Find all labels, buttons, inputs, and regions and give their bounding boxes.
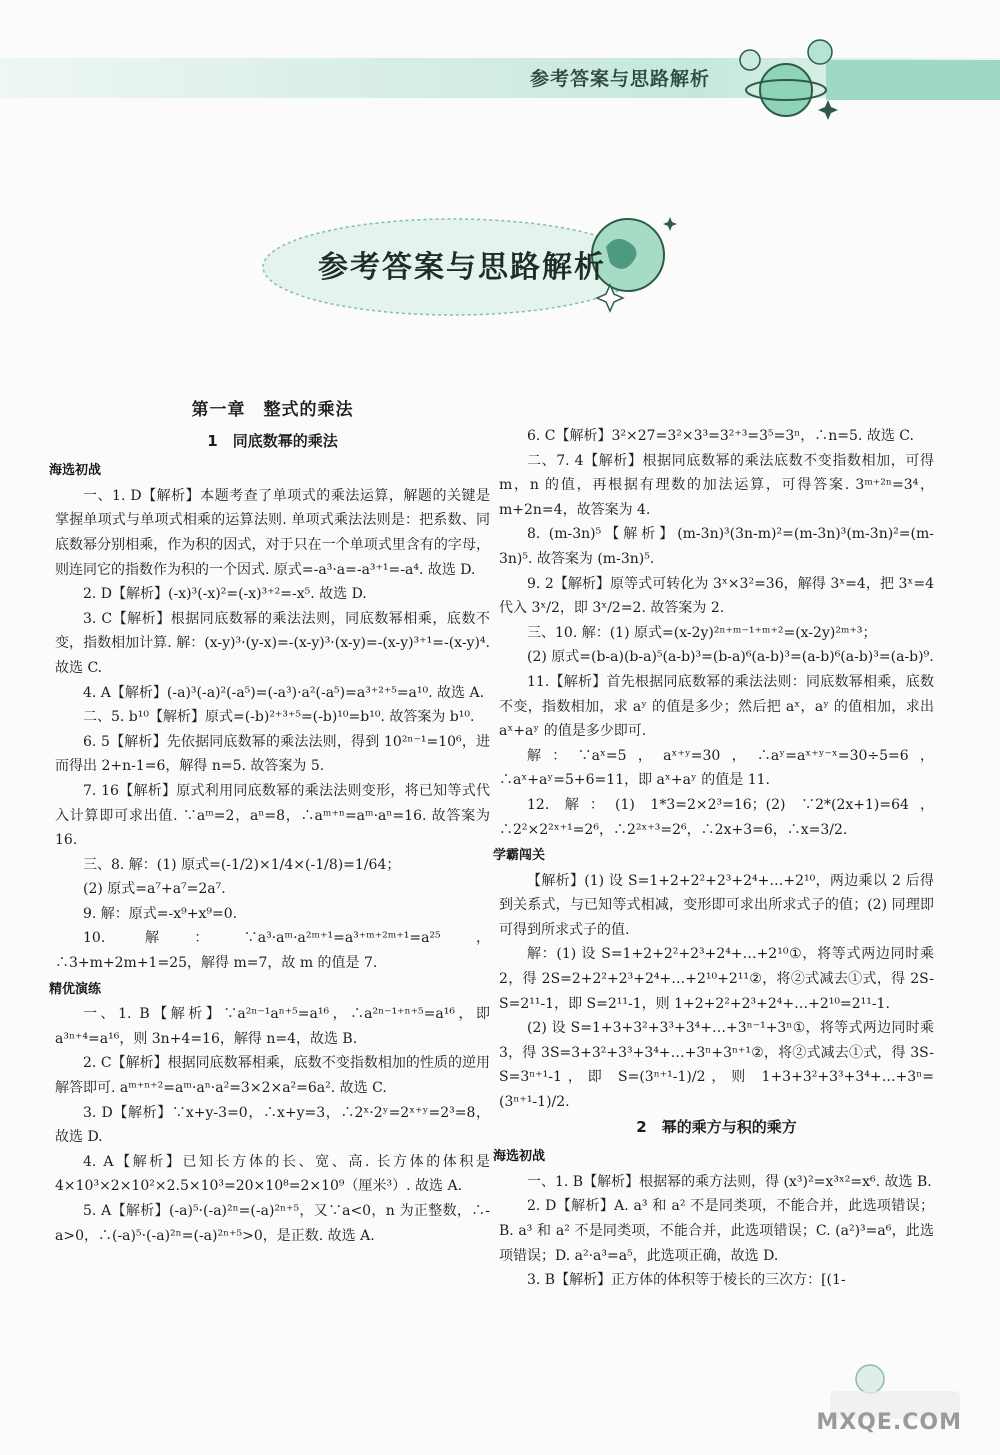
answer-paragraph: 2. C【解析】根据同底数幂相乘，底数不变指数相加的性质的逆用解答即可. aᵐ⁺ⁿ⁺²=aᵐ·aⁿ·a²=3×2×a²=6a². 故选 C. (55, 1055, 490, 1097)
answer-paragraph: (2) 原式=(b-a)(b-a)⁵(a-b)³=(b-a)⁶(a-b)³=(a-b)⁶(a-b)³=(a-b)⁹. (527, 649, 934, 666)
banner-title: 参考答案与思路解析 (318, 250, 606, 285)
answer-paragraph: 8. (m-3n)⁵【解析】(m-3n)³(3n-m)²=(m-3n)³(m-3n)²=(m-3n)⁵. 故答案为 (m-3n)⁵. (499, 526, 934, 567)
answer-paragraph: (2) 设 S=1+3+3²+3³+3⁴+…+3ⁿ⁻¹+3ⁿ①，将等式两边同时乘 3，得 3S=3+3²+3³+3⁴+…+3ⁿ+3ⁿ⁺¹②，将②式减去①式，得 3S-S=3ⁿ⁺¹-1，即 S=(3ⁿ⁺¹-1)/2，则 1+3+3²+3³+3⁴+…+3ⁿ=(3ⁿ⁺¹-1)/2. (499, 1020, 934, 1111)
answer-paragraph: 7. 16【解析】原式利用同底数幂的乘法法则变形，将已知等式代入计算即可求出值. ∵aᵐ=2，aⁿ=8，∴aᵐ⁺ⁿ=aᵐ·aⁿ=16. 故答案为 16. (55, 782, 490, 849)
answer-paragraph: 解：∵aˣ=5，aˣ⁺ʸ=30，∴aʸ=aˣ⁺ʸ⁻ˣ=30÷5=6，∴aˣ+aʸ=5+6=11，即 aˣ+aʸ 的值是 11. (499, 747, 934, 789)
answer-paragraph: 二、7. 4【解析】根据同底数幂的乘法底数不变指数相加，可得 m，n 的值，再根据有理数的加法运算，可得答案. 3ᵐ⁺²ⁿ=3⁴，m+2n=4，故答案为 4. (499, 452, 934, 518)
answer-paragraph: 12. 解：(1) 1*3=2×2³=16；(2) ∵2*(2x+1)=64，∴2²×2²ˣ⁺¹=2⁶，∴2²ˣ⁺³=2⁶，∴2x+3=6，∴x=3/2. (499, 796, 934, 838)
planets-icon (728, 30, 848, 130)
answer-paragraph: 4. A【解析】(-a)³(-a)²(-a⁵)=(-a³)·a²(-a⁵)=a³⁺²⁺⁵=a¹⁰. 故选 A. (83, 684, 485, 701)
header-title: 参考答案与思路解析 (529, 68, 710, 90)
answer-paragraph: 三、10. 解：(1) 原式=(x-2y)²ⁿ⁺ᵐ⁻¹⁺ᵐ⁺²=(x-2y)²ᵐ⁺³； (527, 624, 877, 641)
answer-paragraph: 9. 2【解析】原等式可转化为 3ˣ×3²=36，解得 3ˣ=4，把 3ˣ=4 代入 3ˣ/2，即 3ˣ/2=2. 故答案为 2. (499, 575, 934, 617)
answer-paragraph: 11.【解析】首先根据同底数幂的乘法法则：同底数幂相乘，底数不变，指数相加，求 aʸ 的值是多少；然后把 aˣ，aʸ 的值相加，求出 aˣ+aʸ 的值是多少即可. (499, 673, 934, 740)
left-column (49, 390, 490, 1248)
subsection-tag: 学霸闯关 (493, 848, 546, 864)
answer-paragraph: 4. A【解析】已知长方体的长、宽、高. 长方体的体积是 4×10³×2×10²×2.5×10³=20×10⁸=2×10⁹（厘米³）. 故选 A. (55, 1153, 490, 1195)
answer-paragraph: 【解析】(1) 设 S=1+2+2²+2³+2⁴+…+2¹⁰，两边乘以 2 后得到关系式，与已知等式相减，变形即可求出所求式子的值；(2) 同理即可得到所求式子的值. (499, 872, 934, 938)
answer-paragraph: 一、1. B【解析】根据幂的乘方法则，得 (x³)²=x³ˣ²=x⁶. 故选 B. (527, 1173, 932, 1190)
subsection-tag: 精优演练 (49, 981, 102, 997)
answer-paragraph: (2) 原式=a⁷+a⁷=2a⁷. (83, 881, 226, 898)
answer-paragraph: 5. A【解析】(-a)⁵·(-a)²ⁿ=(-a)²ⁿ⁺⁵，又∵a<0，n 为正整数，∴-a>0，∴(-a)⁵·(-a)²ⁿ=(-a)²ⁿ⁺⁵>0，是正数. 故选 A. (55, 1203, 490, 1244)
answer-paragraph: 6. 5【解析】先依据同底数幂的乘法法则，得到 10²ⁿ⁻¹=10⁶，进而得出 2+n-1=6，解得 n=5. 故答案为 5. (55, 733, 490, 775)
subsection-tag: 海选初战 (49, 463, 102, 479)
answer-paragraph: 解：(1) 设 S=1+2+2²+2³+2⁴+…+2¹⁰①，将等式两边同时乘 2，得 2S=2+2²+2³+2⁴+…+2¹⁰+2¹¹②，将②式减去①式，得 2S-S=2¹¹-1，即 S=2¹¹-1，则 1+2+2²+2³+2⁴+…+2¹⁰=2¹¹-1. (499, 946, 934, 1012)
answer-paragraph: 10. 解：∵a³·aᵐ·a²ᵐ⁺¹=a³⁺ᵐ⁺²ᵐ⁺¹=a²⁵，∴3+m+2m+1=25，解得 m=7，故 m 的值是 7. (55, 930, 490, 972)
chapter-title: 第一章 整式的乘法 (191, 400, 354, 420)
watermark-text: MXQE.COM (816, 1410, 962, 1435)
answer-paragraph: 2. D【解析】A. a³ 和 a² 不是同类项，不能合并，此选项错误；B. a³ 和 a² 不是同类项，不能合并，此选项错误；C. (a²)³=a⁶，此选项错误；D. a²·a³=a⁵，此选项正确，故选 D. (499, 1198, 934, 1264)
answer-paragraph: 3. D【解析】∵x+y-3=0，∴x+y=3，∴2ˣ·2ʸ=2ˣ⁺ʸ=2³=8，故选 D. (55, 1104, 490, 1146)
section-title: 1 同底数幂的乘法 (207, 431, 338, 450)
answer-paragraph: 2. D【解析】(-x)³(-x)²=(-x)³⁺²=-x⁵. 故选 D. (83, 586, 367, 603)
answer-paragraph: 6. C【解析】3²×27=3²×3³=3²⁺³=3⁵=3ⁿ，∴n=5. 故选 C. (527, 428, 914, 444)
subsection-tag: 海选初战 (493, 1149, 546, 1165)
right-column (493, 424, 934, 1293)
answer-paragraph: 三、8. 解：(1) 原式=(-1/2)×1/4×(-1/8)=1/64； (83, 856, 401, 873)
header-ruler-strip (826, 60, 1000, 100)
section-title: 2 幂的乘方与积的乘方 (636, 1117, 797, 1136)
answer-paragraph: 3. C【解析】根据同底数幂的乘法法则，同底数幂相乘，底数不变，指数相加计算. 解：(x-y)³·(y-x)=-(x-y)³·(x-y)=-(x-y)³⁺¹=-(x-y)⁴. 故选 C. (55, 610, 490, 676)
answer-paragraph: 9. 解：原式=-x⁹+x⁹=0. (83, 905, 238, 922)
answer-paragraph: 一、1. D【解析】本题考查了单项式的乘法运算，解题的关键是掌握单项式与单项式相乘的运算法则. 单项式乘法法则是：把系数、同底数幂分别相乘，作为积的因式，对于只在一个单项式里含有的字母，则连同它的指数作为积的一个因式. 原式=-a³·a=-a³⁺¹=-a⁴. 故选 D. (55, 487, 490, 578)
answer-paragraph: 一、1. B【解析】∵a²ⁿ⁻¹aⁿ⁺⁵=a¹⁶，∴a²ⁿ⁻¹⁺ⁿ⁺⁵=a¹⁶，即 a³ⁿ⁺⁴=a¹⁶，则 3n+4=16，解得 n=4，故选 B. (55, 1006, 490, 1047)
answer-paragraph: 3. B【解析】正方体的体积等于棱长的三次方：[(1- (527, 1272, 846, 1289)
answer-paragraph: 二、5. b¹⁰【解析】原式=(-b)²⁺³⁺⁵=(-b)¹⁰=b¹⁰. 故答案为 b¹⁰. (83, 709, 475, 726)
